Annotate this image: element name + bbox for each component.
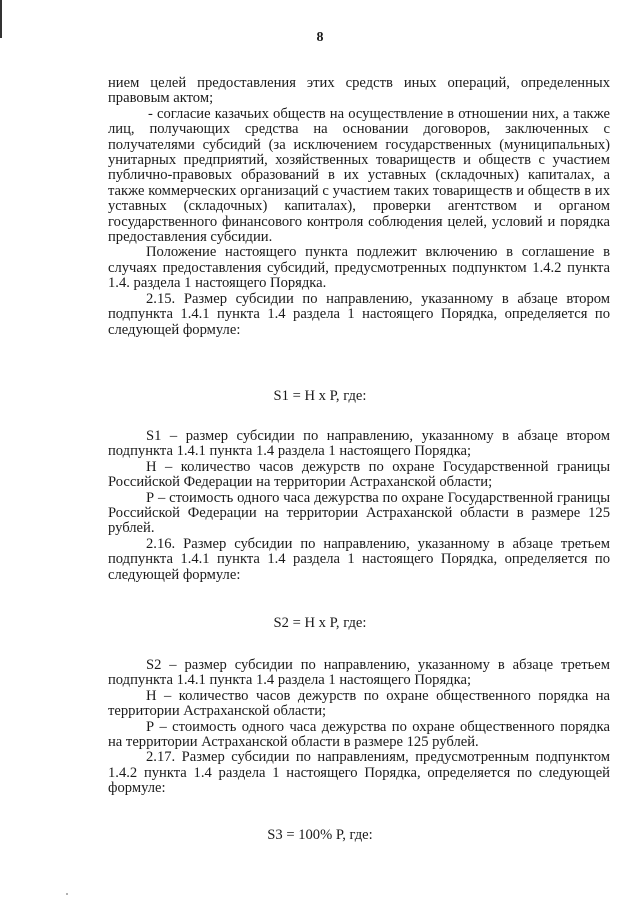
text-block-3 bbox=[108, 658, 610, 797]
definition-p2: Р – стоимость одного часа дежурства по охране общественного порядка на территории Астраханской области в размере 125 рублей. bbox=[108, 718, 610, 751]
paragraph-continuation: нием целей предоставления этих средств иных операций, определенных правовым актом; bbox=[108, 75, 610, 107]
page-number: 8 bbox=[316, 30, 324, 45]
paragraph-consent: - согласие казачьих обществ на осуществление в отношении них, а также лиц, получающих средства на основании договоров, заключенных с получателями субсидий (за исключением государственных (муниципальных) унитарных предприятий, хозяйственных товариществ и обществ с участием публично-правовых образований в их уставных (складочных) капиталах, а также коммерческих организаций с участием таких товариществ и обществ в их уставных (складочных) капиталах), проверки агентством и органом государственного финансового контроля соблюдения целей, условий и порядка предоставления субсидии. bbox=[108, 105, 610, 246]
definition-h2: Н – количество часов дежурств по охране общественного порядка на территории Астраханской области; bbox=[108, 687, 610, 720]
text-block-2 bbox=[108, 429, 610, 583]
paragraph-provision: Положение настоящего пункта подлежит включению в соглашение в случаях предоставления субсидий, предусмотренных подпунктом 1.4.2 пункта 1.4. раздела 1 настоящего Порядка. bbox=[108, 244, 610, 292]
formula-s1: S1 = Н х Р, где: bbox=[273, 388, 367, 404]
formula-s3: S3 = 100% Р, где: bbox=[267, 827, 373, 843]
definition-h1: Н – количество часов дежурств по охране Государственной границы Российской Федерации на территории Астраханской области; bbox=[108, 458, 610, 491]
paragraph-2-16: 2.16. Размер субсидии по направлению, указанному в абзаце третьем подпункта 1.4.1 пункта 1.4 раздела 1 настоящего Порядка, определяется по следующей формуле: bbox=[108, 535, 610, 583]
definition-s1: S1 – размер субсидии по направлению, указанному в абзаце втором подпункта 1.4.1 пункта 1.4 раздела 1 настоящего Порядка; bbox=[108, 428, 610, 460]
definition-s2: S2 – размер субсидии по направлению, указанному в абзаце третьем подпункта 1.4.1 пункта 1.4 раздела 1 настоящего Порядка; bbox=[108, 657, 610, 689]
paragraph-2-15: 2.15. Размер субсидии по направлению, указанному в абзаце втором подпункта 1.4.1 пункта 1.4 раздела 1 настоящего Порядка, определяется по следующей формуле: bbox=[108, 290, 610, 338]
text-block-1 bbox=[108, 76, 610, 338]
paragraph-2-17: 2.17. Размер субсидии по направлениям, предусмотренным подпунктом 1.4.2 пункта 1.4 раздела 1 настоящего Порядка, определяется по следующей формуле: bbox=[108, 749, 610, 797]
formula-s2: S2 = Н х Р, где: bbox=[273, 615, 367, 631]
scan-speck bbox=[66, 893, 68, 895]
definition-p1: Р – стоимость одного часа дежурства по охране Государственной границы Российской Федерации на территории Астраханской области в размере 125 рублей. bbox=[108, 489, 610, 537]
